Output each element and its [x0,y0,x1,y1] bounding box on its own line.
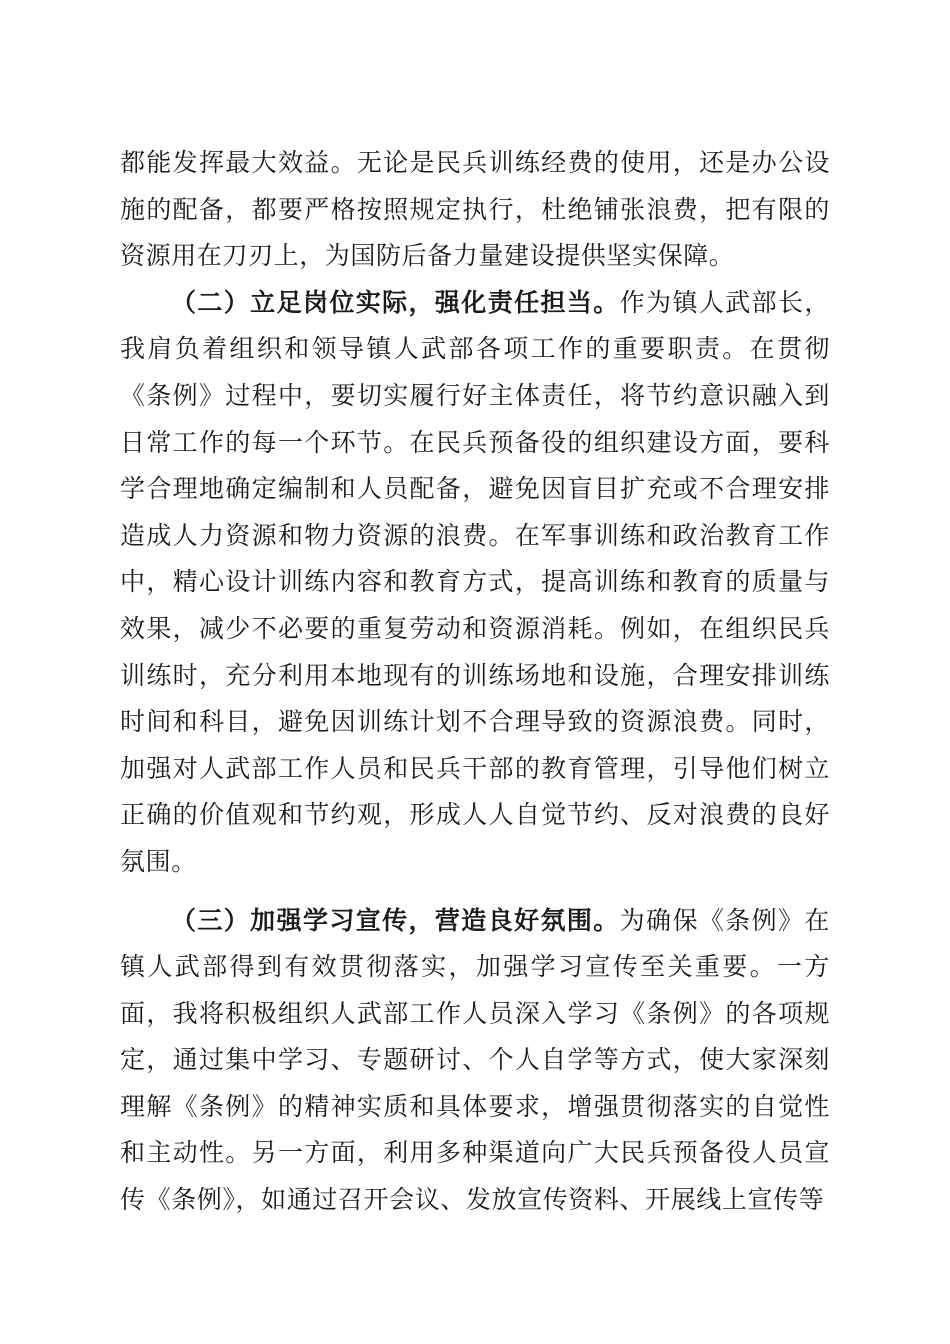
paragraph-text: 作为镇人武部长，我肩负着组织和领导镇人武部各项工作的重要职责。在贯彻《条例》过程中，要切实履行好主体责任，将节约意识融入到日常工作的每一个环节。在民兵预备役的组织建设方面，要科学合理地确定编制和人员配备，避免因盲目扩充或不合理安排造成人力资源和物力资源的浪费。在军事训练和政治教育工作中，精心设计训练内容和教育方式，提高训练和教育的质量与效果，减少不必要的重复劳动和资源消耗。例如，在组织民兵训练时，充分利用本地现有的训练场地和设施，合理安排训练时间和科目，避免因训练计划不合理导致的资源浪费。同时，加强对人武部工作人员和民兵干部的教育管理，引导他们树立正确的价值观和节约观，形成人人自觉节约、反对浪费的良好氛围。 [120,287,830,876]
body-text [120,140,830,1224]
paragraph-section-two [120,280,830,886]
paragraph-text: 为确保《条例》在镇人武部得到有效贯彻落实，加强学习宣传至关重要。一方面，我将积极组织人武部工作人员深入学习《条例》的各项规定，通过集中学习、专题研讨、个人自学等方式，使大家深刻理解《条例》的精神实质和具体要求，增强贯彻落实的自觉性和主动性。另一方面，利用多种渠道向广大民兵预备役人员宣传《条例》，如通过召开会议、发放宣传资料、开展线上宣传等 [120,905,830,1215]
paragraph-text: 都能发挥最大效益。无论是民兵训练经费的使用，还是办公设施的配备，都要严格按照规定执行，杜绝铺张浪费，把有限的资源用在刀刃上，为国防后备力量建设提供坚实保障。 [120,148,830,271]
paragraph-section-three [120,898,830,1224]
paragraph-continuation [120,140,830,280]
section-three-heading: （三）加强学习宣传，营造良好氛围。 [171,905,620,935]
section-two-heading: （二）立足岗位实际，强化责任担当。 [171,287,620,317]
